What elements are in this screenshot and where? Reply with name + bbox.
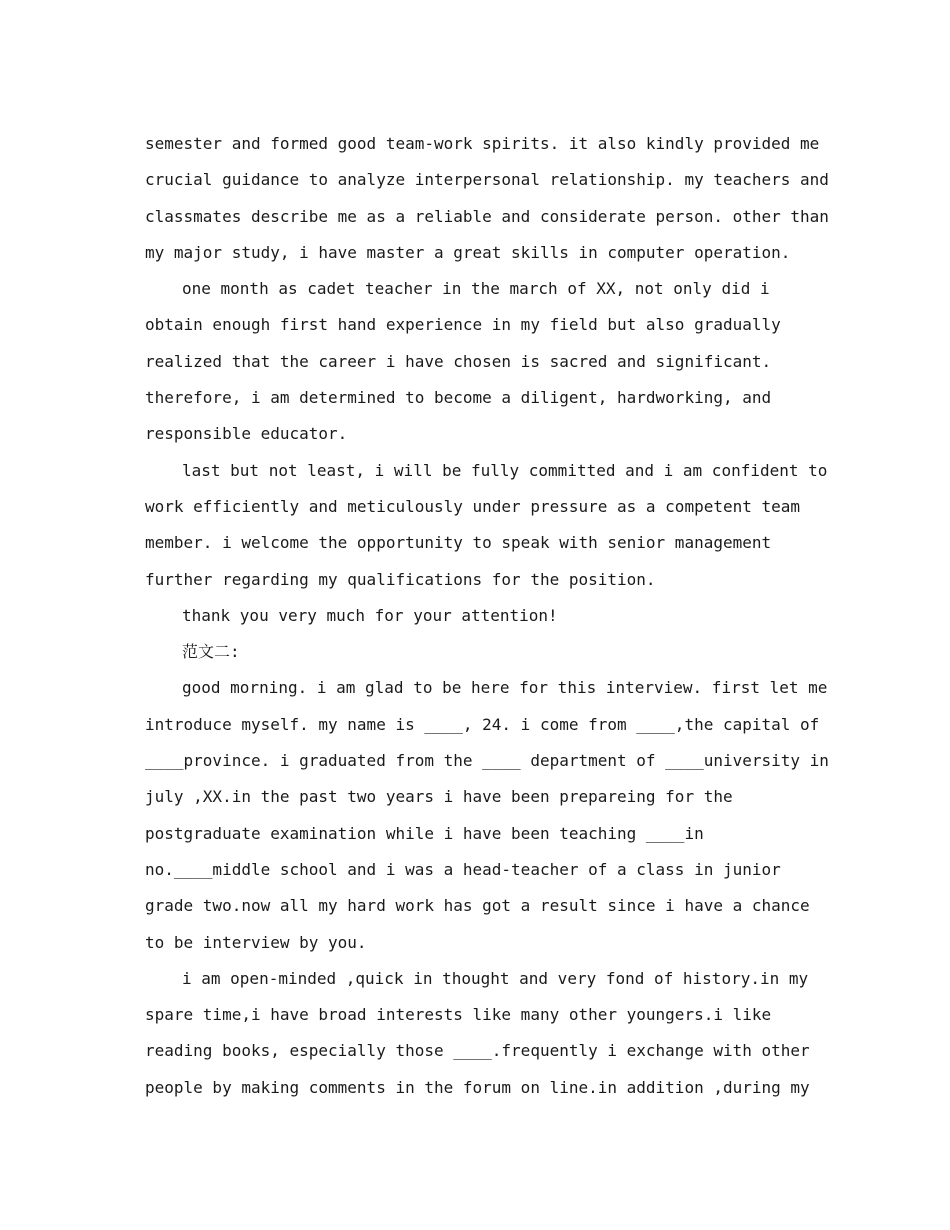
text-line: postgraduate examination while i have been teaching ____in [145, 823, 704, 843]
paragraph [145, 634, 815, 670]
text-line: work efficiently and meticulously under pressure as a competent team [145, 496, 801, 516]
text-line: further regarding my qualifications for the position. [145, 569, 656, 589]
text-line: to be interview by you. [145, 932, 367, 952]
text-line: my major study, i have master a great skills in computer operation. [145, 242, 791, 262]
text-line: i am open-minded ,quick in thought and very fond of history.in my [182, 968, 809, 988]
text-line: thank you very much for your attention! [182, 605, 558, 625]
text-line: semester and formed good team-work spirits. it also kindly provided me [145, 134, 820, 153]
text-line: responsible educator. [145, 424, 348, 444]
text-line: 范文二: [182, 642, 240, 662]
text-line: realized that the career i have chosen is sacred and significant. [145, 351, 772, 371]
paragraph [145, 453, 828, 598]
text-line: july ,XX.in the past two years i have been prepareing for the [145, 787, 733, 807]
text-line: therefore, i am determined to become a diligent, hardworking, and [145, 388, 772, 408]
text-line: crucial guidance to analyze interpersonal relationship. my teachers and [145, 170, 829, 190]
text-line: one month as cadet teacher in the march of XX, not only did i [182, 279, 770, 299]
text-line: ____province. i graduated from the ____ department of ____university in [145, 751, 829, 771]
paragraph [145, 271, 815, 452]
text-line: obtain enough first hand experience in my field but also gradually [145, 315, 781, 335]
text-line: reading books, especially those ____.frequently i exchange with other [145, 1041, 810, 1061]
paragraph [145, 670, 829, 960]
text-line: spare time,i have broad interests like many other youngers.i like [145, 1005, 772, 1025]
text-line: no.____middle school and i was a head-teacher of a class in junior [145, 859, 781, 879]
text-line: good morning. i am glad to be here for this interview. first let me [182, 678, 828, 698]
text-line: people by making comments in the forum on line.in addition ,during my [145, 1077, 810, 1097]
text-line: classmates describe me as a reliable and considerate person. other than [145, 206, 829, 226]
paragraph [145, 598, 815, 634]
text-line: last but not least, i will be fully committed and i am confident to [182, 460, 828, 480]
paragraph [145, 126, 829, 271]
document-body [145, 126, 829, 1106]
paragraph [145, 961, 815, 1106]
text-line: member. i welcome the opportunity to speak with senior management [145, 533, 772, 553]
text-line: grade two.now all my hard work has got a result since i have a chance [145, 896, 810, 916]
text-line: introduce myself. my name is ____, 24. i come from ____,the capital of [145, 714, 820, 734]
